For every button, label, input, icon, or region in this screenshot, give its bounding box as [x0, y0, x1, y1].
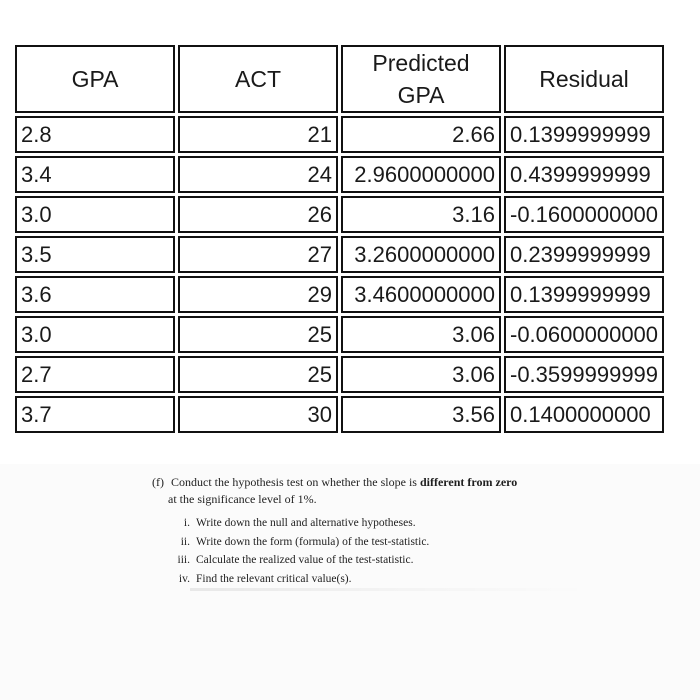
act-cell: 24 [178, 156, 338, 193]
predicted-gpa-cell: 3.16 [341, 196, 501, 233]
header-act: ACT [178, 45, 338, 113]
regression-table [12, 42, 667, 436]
residual-cell: -0.0600000000 [504, 316, 664, 353]
residual-cell: 0.4399999999 [504, 156, 664, 193]
table-row [15, 156, 664, 193]
table-row [15, 196, 664, 233]
question-text-before: Conduct the hypothesis test on whether the slope is [171, 475, 417, 489]
gpa-cell: 3.6 [15, 276, 175, 313]
header-gpa: GPA [15, 45, 175, 113]
subitem [160, 570, 429, 589]
subitem-number: iii. [177, 554, 190, 566]
residual-cell: -0.1600000000 [504, 196, 664, 233]
subitem-text: Find the relevant critical value(s). [196, 572, 352, 585]
subitem-number: iv. [178, 572, 190, 585]
subitem [160, 533, 429, 552]
residual-cell: 0.1399999999 [504, 116, 664, 153]
gpa-cell: 3.4 [15, 156, 175, 193]
act-cell: 27 [178, 236, 338, 273]
act-cell: 25 [178, 356, 338, 393]
question-label: (f) [152, 475, 164, 489]
predicted-gpa-cell: 3.2600000000 [341, 236, 501, 273]
residual-cell: 0.1400000000 [504, 396, 664, 433]
act-cell: 26 [178, 196, 338, 233]
subitem-number: ii. [180, 535, 190, 548]
gpa-cell: 2.8 [15, 116, 175, 153]
subitem-number: i. [183, 517, 190, 529]
residual-cell: 0.1399999999 [504, 276, 664, 313]
gpa-cell: 3.0 [15, 316, 175, 353]
gpa-cell: 3.7 [15, 396, 175, 433]
header-residual: Residual [504, 45, 664, 113]
subitem [160, 551, 429, 570]
subitem-text: Calculate the realized value of the test-statistic. [196, 554, 414, 566]
header-predicted-gpa: Predicted GPA [341, 45, 501, 113]
gpa-cell: 3.0 [15, 196, 175, 233]
predicted-gpa-cell: 3.56 [341, 396, 501, 433]
header-row [15, 45, 664, 113]
table-row [15, 236, 664, 273]
question-text-after: at the significance level of 1%. [168, 492, 317, 506]
subitem [160, 514, 429, 533]
gpa-cell: 3.5 [15, 236, 175, 273]
table-row [15, 116, 664, 153]
predicted-gpa-cell: 3.06 [341, 356, 501, 393]
subitem-text: Write down the null and alternative hypotheses. [196, 517, 416, 529]
table-row [15, 396, 664, 433]
act-cell: 30 [178, 396, 338, 433]
table-row [15, 316, 664, 353]
table-row [15, 356, 664, 393]
subitem-text: Write down the form (formula) of the test-statistic. [196, 535, 430, 548]
predicted-gpa-cell: 2.9600000000 [341, 156, 501, 193]
question-text-bold: different from zero [419, 475, 518, 489]
predicted-gpa-cell: 3.4600000000 [341, 276, 501, 313]
act-cell: 25 [178, 316, 338, 353]
predicted-gpa-cell: 3.06 [341, 316, 501, 353]
residual-cell: 0.2399999999 [504, 236, 664, 273]
act-cell: 21 [178, 116, 338, 153]
residual-cell: -0.3599999999 [504, 356, 664, 393]
gpa-cell: 2.7 [15, 356, 175, 393]
act-cell: 29 [178, 276, 338, 313]
question-document [0, 464, 700, 700]
faded-text-line [190, 588, 590, 591]
table-row [15, 276, 664, 313]
question-part-f [152, 474, 612, 508]
predicted-gpa-cell: 2.66 [341, 116, 501, 153]
question-subitems [160, 514, 429, 588]
